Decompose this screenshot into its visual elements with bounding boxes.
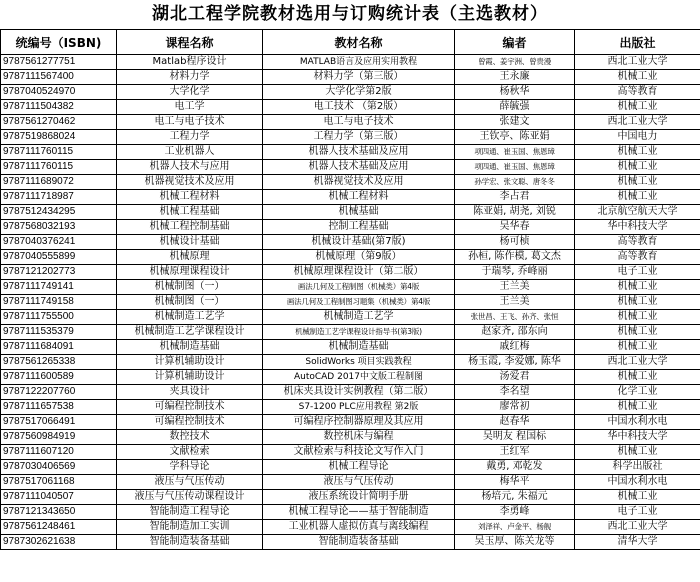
table-row: [1, 325, 700, 340]
course-cell: 智能制造加工实训: [117, 520, 263, 535]
course-cell: 电工学: [117, 100, 263, 115]
textbook-cell: 机械基础: [263, 205, 455, 220]
editor-cell: 赵春华: [455, 415, 575, 430]
publisher-cell: 机械工业: [575, 310, 700, 325]
course-cell: 电工与电子技术: [117, 115, 263, 130]
isbn-cell: 9787122207760: [1, 385, 117, 400]
isbn-cell: 9787517061168: [1, 475, 117, 490]
textbook-cell: 控制工程基础: [263, 220, 455, 235]
isbn-cell: 9787561270462: [1, 115, 117, 130]
course-cell: 可编程控制技术: [117, 400, 263, 415]
editor-cell: 陈亚娟, 胡尧, 刘锐: [455, 205, 575, 220]
isbn-cell: 9787111567400: [1, 70, 117, 85]
table-row: [1, 235, 700, 250]
publisher-cell: 西北工业大学: [575, 520, 700, 535]
isbn-cell: 9787111684091: [1, 340, 117, 355]
table-row: [1, 490, 700, 505]
table-row: [1, 385, 700, 400]
table-row: [1, 310, 700, 325]
table-body: [1, 55, 700, 550]
table-row: [1, 250, 700, 265]
course-cell: 机械设计基础: [117, 235, 263, 250]
publisher-cell: 机械工业: [575, 370, 700, 385]
table-row: [1, 265, 700, 280]
publisher-cell: 西北工业大学: [575, 55, 700, 70]
textbook-cell: 机器人技术基础及应用: [263, 145, 455, 160]
course-cell: 机械制造基础: [117, 340, 263, 355]
table-row: [1, 370, 700, 385]
isbn-cell: 9787568032193: [1, 220, 117, 235]
table-header-row: [1, 30, 700, 55]
course-cell: 工程力学: [117, 130, 263, 145]
publisher-cell: 机械工业: [575, 400, 700, 415]
isbn-cell: 9787111689072: [1, 175, 117, 190]
editor-cell: 吴明友 程国标: [455, 430, 575, 445]
publisher-cell: 西北工业大学: [575, 115, 700, 130]
table-row: [1, 295, 700, 310]
publisher-cell: 机械工业: [575, 280, 700, 295]
isbn-cell: 9787560984919: [1, 430, 117, 445]
course-cell: 大学化学: [117, 85, 263, 100]
publisher-cell: 机械工业: [575, 145, 700, 160]
table-row: [1, 175, 700, 190]
isbn-cell: 9787040524970: [1, 85, 117, 100]
header-publisher: 出版社: [575, 30, 700, 55]
publisher-cell: 科学出版社: [575, 460, 700, 475]
course-cell: 液压与气压传动课程设计: [117, 490, 263, 505]
textbook-cell: 大学化学第2版: [263, 85, 455, 100]
editor-cell: 于瑞琴, 乔峰丽: [455, 265, 575, 280]
course-cell: 计算机辅助设计: [117, 370, 263, 385]
textbook-cell: 工业机器人虚拟仿真与离线编程: [263, 520, 455, 535]
textbook-cell: 工程力学（第三版）: [263, 130, 455, 145]
table-row: [1, 190, 700, 205]
publisher-cell: 高等教育: [575, 250, 700, 265]
textbook-cell: 智能制造装备基础: [263, 535, 455, 550]
publisher-cell: 机械工业: [575, 340, 700, 355]
isbn-cell: 9787111600589: [1, 370, 117, 385]
editor-cell: 吴玉厚、陈关龙等: [455, 535, 575, 550]
publisher-cell: 机械工业: [575, 295, 700, 310]
textbook-cell: 电工技术 （第2版）: [263, 100, 455, 115]
course-cell: 机械制图（一）: [117, 280, 263, 295]
isbn-cell: 9787111760115: [1, 145, 117, 160]
editor-cell: 孙桓, 陈作模, 葛文杰: [455, 250, 575, 265]
table-row: [1, 415, 700, 430]
header-textbook: 教材名称: [263, 30, 455, 55]
course-cell: 学科导论: [117, 460, 263, 475]
isbn-cell: 9787561265338: [1, 355, 117, 370]
publisher-cell: 电子工业: [575, 265, 700, 280]
textbook-cell: S7-1200 PLC应用教程 第2版: [263, 400, 455, 415]
textbook-cell: 机床夹具设计实例教程（第二版）: [263, 385, 455, 400]
table-row: [1, 400, 700, 415]
table-row: [1, 115, 700, 130]
table-row: [1, 100, 700, 115]
course-cell: 机械工程材料: [117, 190, 263, 205]
editor-cell: 项四通、崔玉国、焦恩璋: [455, 160, 575, 175]
editor-cell: 李勇峰: [455, 505, 575, 520]
isbn-cell: 9787111040507: [1, 490, 117, 505]
editor-cell: 刘泽祥、卢金平、杨舰: [455, 520, 575, 535]
isbn-cell: 9787040555899: [1, 250, 117, 265]
table-row: [1, 460, 700, 475]
table-row: [1, 340, 700, 355]
editor-cell: 张世昌、王飞、孙齐、张恒: [455, 310, 575, 325]
textbook-cell: 电工与电子技术: [263, 115, 455, 130]
isbn-cell: 9787111749158: [1, 295, 117, 310]
header-editor: 编者: [455, 30, 575, 55]
isbn-cell: 9787111755500: [1, 310, 117, 325]
course-cell: 机械工程基础: [117, 205, 263, 220]
editor-cell: 李名望: [455, 385, 575, 400]
editor-cell: 杨培元, 朱福元: [455, 490, 575, 505]
textbook-cell: 可编程序控制器原理及其应用: [263, 415, 455, 430]
table-row: [1, 220, 700, 235]
course-cell: 智能制造工程导论: [117, 505, 263, 520]
editor-cell: 王兰美: [455, 295, 575, 310]
textbook-cell: 液压与气压传动: [263, 475, 455, 490]
publisher-cell: 机械工业: [575, 100, 700, 115]
isbn-cell: 9787302621638: [1, 535, 117, 550]
editor-cell: 王钦亭、陈亚娟: [455, 130, 575, 145]
editor-cell: 戴勇, 邓乾发: [455, 460, 575, 475]
table-row: [1, 70, 700, 85]
table-row: [1, 505, 700, 520]
publisher-cell: 高等教育: [575, 85, 700, 100]
textbook-cell: 机械原理课程设计（第二版）: [263, 265, 455, 280]
course-cell: 文献检索: [117, 445, 263, 460]
course-cell: 机械工程控制基础: [117, 220, 263, 235]
publisher-cell: 西北工业大学: [575, 355, 700, 370]
editor-cell: 王红军: [455, 445, 575, 460]
table-row: [1, 205, 700, 220]
publisher-cell: 机械工业: [575, 325, 700, 340]
textbook-cell: 材料力学（第三版）: [263, 70, 455, 85]
course-cell: Matlab程序设计: [117, 55, 263, 70]
textbook-cell: MATLAB语言及应用实用教程: [263, 55, 455, 70]
isbn-cell: 9787040376241: [1, 235, 117, 250]
table-row: [1, 445, 700, 460]
textbook-cell: 画法几何及工程制图（机械类）第4版: [263, 280, 455, 295]
publisher-cell: 机械工业: [575, 160, 700, 175]
editor-cell: 薛毓强: [455, 100, 575, 115]
textbook-table: [0, 29, 700, 550]
course-cell: 机器视觉技术及应用: [117, 175, 263, 190]
isbn-cell: 9787111504382: [1, 100, 117, 115]
table-row: [1, 145, 700, 160]
editor-cell: 廖常初: [455, 400, 575, 415]
course-cell: 机器人技术与应用: [117, 160, 263, 175]
editor-cell: 汤爱君: [455, 370, 575, 385]
course-cell: 机械制图（一）: [117, 295, 263, 310]
textbook-cell: 机器视觉技术及应用: [263, 175, 455, 190]
course-cell: 机械制造工艺学: [117, 310, 263, 325]
course-cell: 机械原理: [117, 250, 263, 265]
course-cell: 数控技术: [117, 430, 263, 445]
editor-cell: 吴华春: [455, 220, 575, 235]
editor-cell: 张建文: [455, 115, 575, 130]
publisher-cell: 电子工业: [575, 505, 700, 520]
table-row: [1, 475, 700, 490]
table-row: [1, 430, 700, 445]
course-cell: 工业机器人: [117, 145, 263, 160]
editor-cell: 李占君: [455, 190, 575, 205]
table-row: [1, 520, 700, 535]
editor-cell: 梅华平: [455, 475, 575, 490]
header-course: 课程名称: [117, 30, 263, 55]
publisher-cell: 北京航空航天大学: [575, 205, 700, 220]
editor-cell: 杨玉霞, 李爱娜, 陈华: [455, 355, 575, 370]
textbook-cell: 画法几何及工程制图习题集（机械类）第4版: [263, 295, 455, 310]
publisher-cell: 高等教育: [575, 235, 700, 250]
isbn-cell: 9787030406569: [1, 460, 117, 475]
course-cell: 机械制造工艺学课程设计: [117, 325, 263, 340]
textbook-cell: 机械设计基础(第7版): [263, 235, 455, 250]
isbn-cell: 9787561248461: [1, 520, 117, 535]
editor-cell: 赵家齐, 邵东向: [455, 325, 575, 340]
publisher-cell: 清华大学: [575, 535, 700, 550]
publisher-cell: 中国电力: [575, 130, 700, 145]
table-row: [1, 280, 700, 295]
editor-cell: 项四通、崔玉国、焦恩璋: [455, 145, 575, 160]
editor-cell: 杨可桢: [455, 235, 575, 250]
isbn-cell: 9787111607120: [1, 445, 117, 460]
publisher-cell: 机械工业: [575, 445, 700, 460]
course-cell: 夹具设计: [117, 385, 263, 400]
table-row: [1, 355, 700, 370]
publisher-cell: 机械工业: [575, 190, 700, 205]
textbook-cell: 机械制造基础: [263, 340, 455, 355]
publisher-cell: 机械工业: [575, 490, 700, 505]
course-cell: 材料力学: [117, 70, 263, 85]
publisher-cell: 中国水利水电: [575, 475, 700, 490]
textbook-cell: AutoCAD 2017中文版工程制图: [263, 370, 455, 385]
textbook-cell: 数控机床与编程: [263, 430, 455, 445]
editor-cell: 王永廉: [455, 70, 575, 85]
isbn-cell: 9787111718987: [1, 190, 117, 205]
table-row: [1, 130, 700, 145]
table-row: [1, 160, 700, 175]
editor-cell: 杨秋华: [455, 85, 575, 100]
course-cell: 液压与气压传动: [117, 475, 263, 490]
course-cell: 机械原理课程设计: [117, 265, 263, 280]
isbn-cell: 9787121343650: [1, 505, 117, 520]
textbook-cell: 机械工程材料: [263, 190, 455, 205]
publisher-cell: 化学工业: [575, 385, 700, 400]
table-row: [1, 85, 700, 100]
isbn-cell: 9787111535379: [1, 325, 117, 340]
header-isbn: 统编号（ISBN): [1, 30, 117, 55]
textbook-cell: SolidWorks 项目实践教程: [263, 355, 455, 370]
publisher-cell: 华中科技大学: [575, 220, 700, 235]
textbook-cell: 文献检索与科技论文写作入门: [263, 445, 455, 460]
publisher-cell: 中国水利水电: [575, 415, 700, 430]
textbook-cell: 机械原理（第9版）: [263, 250, 455, 265]
table-row: [1, 55, 700, 70]
page-title: 湖北工程学院教材选用与订购统计表（主选教材）: [152, 4, 548, 24]
textbook-cell: 液压系统设计简明手册: [263, 490, 455, 505]
textbook-cell: 机械工程导论: [263, 460, 455, 475]
course-cell: 可编程控制技术: [117, 415, 263, 430]
isbn-cell: 9787111760115: [1, 160, 117, 175]
isbn-cell: 9787517066491: [1, 415, 117, 430]
textbook-cell: 机械制造工艺学: [263, 310, 455, 325]
editor-cell: 王兰美: [455, 280, 575, 295]
table-row: [1, 535, 700, 550]
publisher-cell: 机械工业: [575, 175, 700, 190]
isbn-cell: 9787111749141: [1, 280, 117, 295]
isbn-cell: 9787121202773: [1, 265, 117, 280]
isbn-cell: 9787519868024: [1, 130, 117, 145]
publisher-cell: 机械工业: [575, 70, 700, 85]
editor-cell: 戚红梅: [455, 340, 575, 355]
publisher-cell: 华中科技大学: [575, 430, 700, 445]
isbn-cell: 9787561277751: [1, 55, 117, 70]
course-cell: 计算机辅助设计: [117, 355, 263, 370]
editor-cell: 孙学宏、张文聪、唐冬冬: [455, 175, 575, 190]
course-cell: 智能制造装备基础: [117, 535, 263, 550]
isbn-cell: 9787512434295: [1, 205, 117, 220]
textbook-cell: 机械工程导论——基于智能制造: [263, 505, 455, 520]
editor-cell: 曾霞、姜宇洲、曾贵漫: [455, 55, 575, 70]
textbook-cell: 机器人技术基础及应用: [263, 160, 455, 175]
textbook-cell: 机械制造工艺学课程设计指导书(第3版): [263, 325, 455, 340]
isbn-cell: 9787111657538: [1, 400, 117, 415]
